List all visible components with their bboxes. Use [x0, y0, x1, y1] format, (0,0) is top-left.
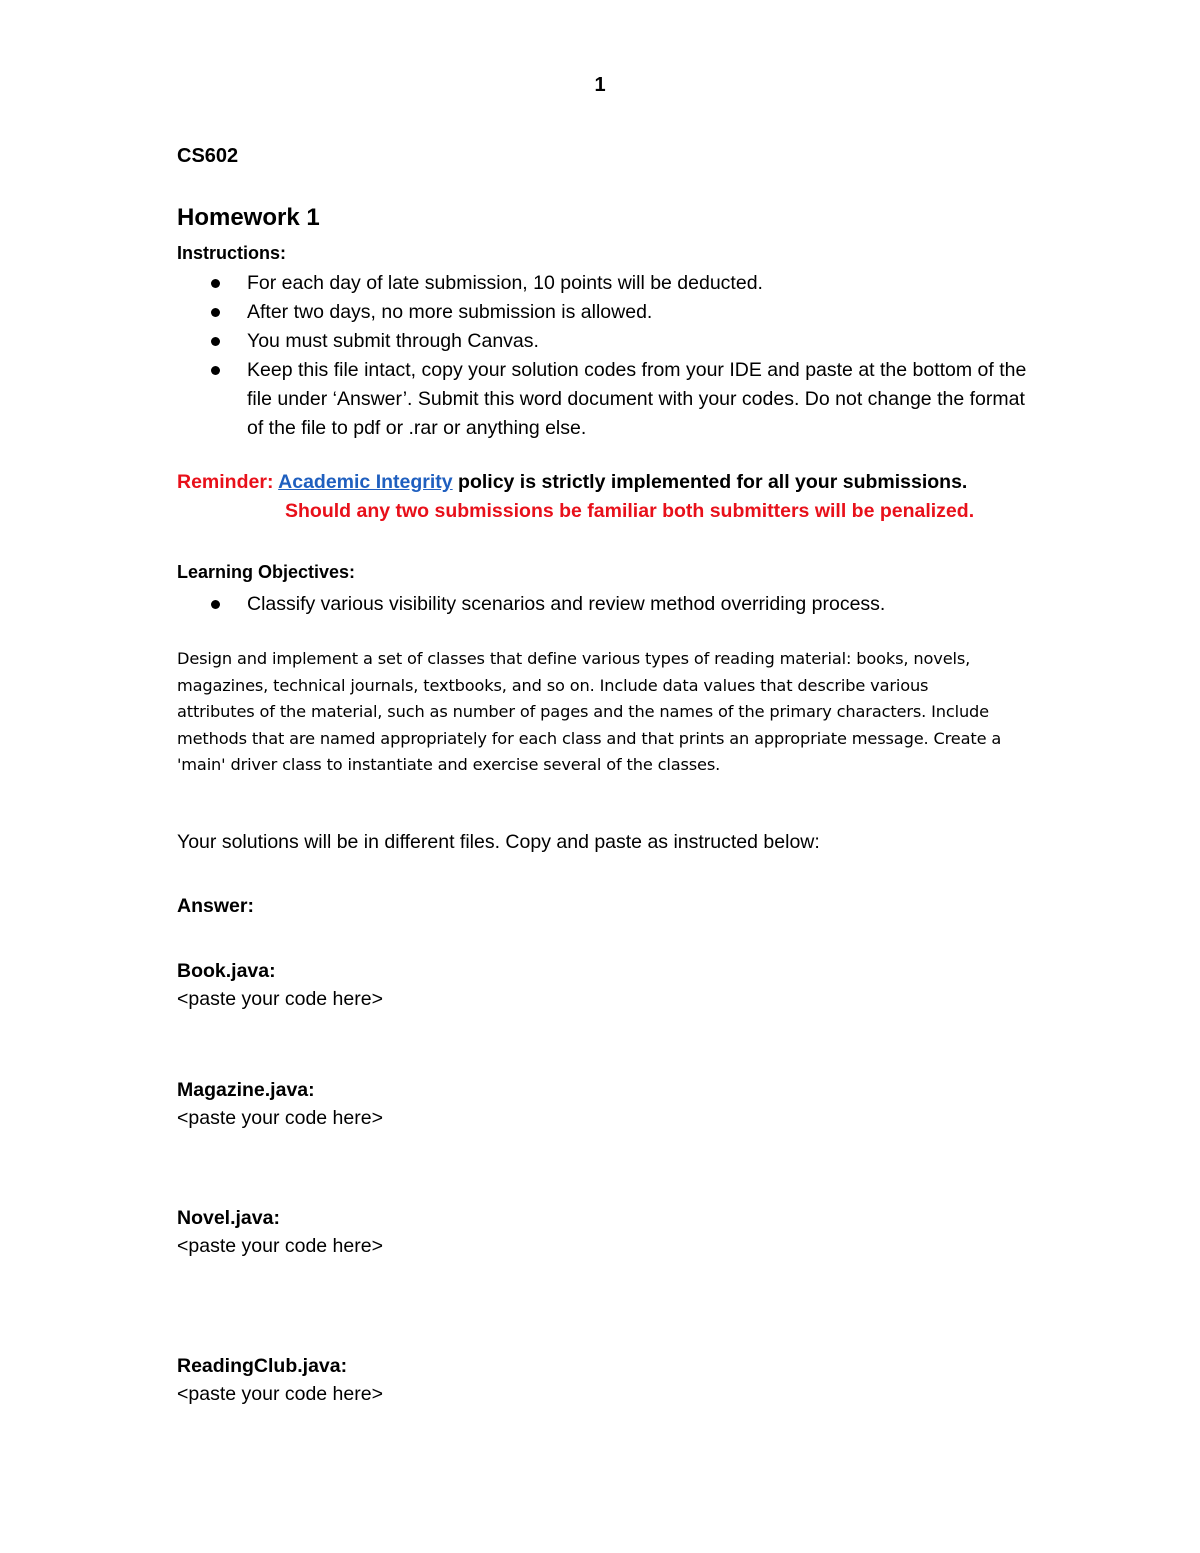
homework-title: Homework 1 [177, 204, 320, 231]
learning-objectives-heading: Learning Objectives: [177, 562, 356, 582]
instruction-item [177, 356, 1037, 443]
instruction-text: For each day of late submission, 10 points will be deducted. [247, 272, 763, 294]
file-label-book: Book.java: [177, 960, 276, 982]
instruction-text: You must submit through Canvas. [247, 330, 539, 352]
objective-text: Classify various visibility scenarios and review method overriding process. [247, 593, 886, 615]
bullet-icon [211, 366, 220, 375]
instruction-item [177, 327, 1037, 356]
academic-integrity-link[interactable]: Academic Integrity [278, 471, 453, 493]
instructions-list [177, 269, 1037, 443]
file-label-novel: Novel.java: [177, 1207, 280, 1229]
code-placeholder-novel[interactable]: <paste your code here> [177, 1235, 383, 1257]
bullet-icon [211, 308, 220, 317]
code-placeholder-readingclub[interactable]: <paste your code here> [177, 1383, 383, 1405]
bullet-icon [211, 337, 220, 346]
objective-item [177, 590, 1037, 619]
assignment-description: Design and implement a set of classes that define various types of reading material: books, novels, magazines, technical journals, textbooks, and so on. Include data values that describe various attributes of the material, such as number of pages and the names of the primary characters. Include methods that are named appropriately for each class and that prints an appropriate message. Create a 'main' driver class to instantiate and exercise several of the classes. [177, 649, 1002, 774]
instruction-text: Keep this file intact, copy your solution codes from your IDE and paste at the bottom of the file under ‘Answer’. Submit this word document with your codes. Do not change the format of the file to pdf or .rar or anything else. [247, 359, 1027, 439]
reminder-label: Reminder: [177, 471, 274, 493]
learning-objectives-list [177, 590, 1037, 619]
reminder-text: policy is strictly implemented for all your submissions. [452, 471, 968, 493]
page-number: 1 [594, 74, 606, 96]
instruction-text: After two days, no more submission is allowed. [247, 301, 653, 323]
code-placeholder-book[interactable]: <paste your code here> [177, 988, 383, 1010]
bullet-icon [211, 600, 220, 609]
instruction-item [177, 269, 1037, 298]
bullet-icon [211, 279, 220, 288]
reminder-warning: Should any two submissions be familiar both submitters will be penalized. [285, 500, 975, 522]
solutions-note: Your solutions will be in different files. Copy and paste as instructed below: [177, 831, 820, 853]
file-label-readingclub: ReadingClub.java: [177, 1355, 348, 1377]
instructions-heading: Instructions: [177, 243, 287, 263]
course-code: CS602 [177, 145, 239, 167]
reminder-line [177, 471, 967, 494]
instruction-item [177, 298, 1037, 327]
file-label-magazine: Magazine.java: [177, 1079, 315, 1101]
code-placeholder-magazine[interactable]: <paste your code here> [177, 1107, 383, 1129]
answer-heading: Answer: [177, 895, 254, 917]
